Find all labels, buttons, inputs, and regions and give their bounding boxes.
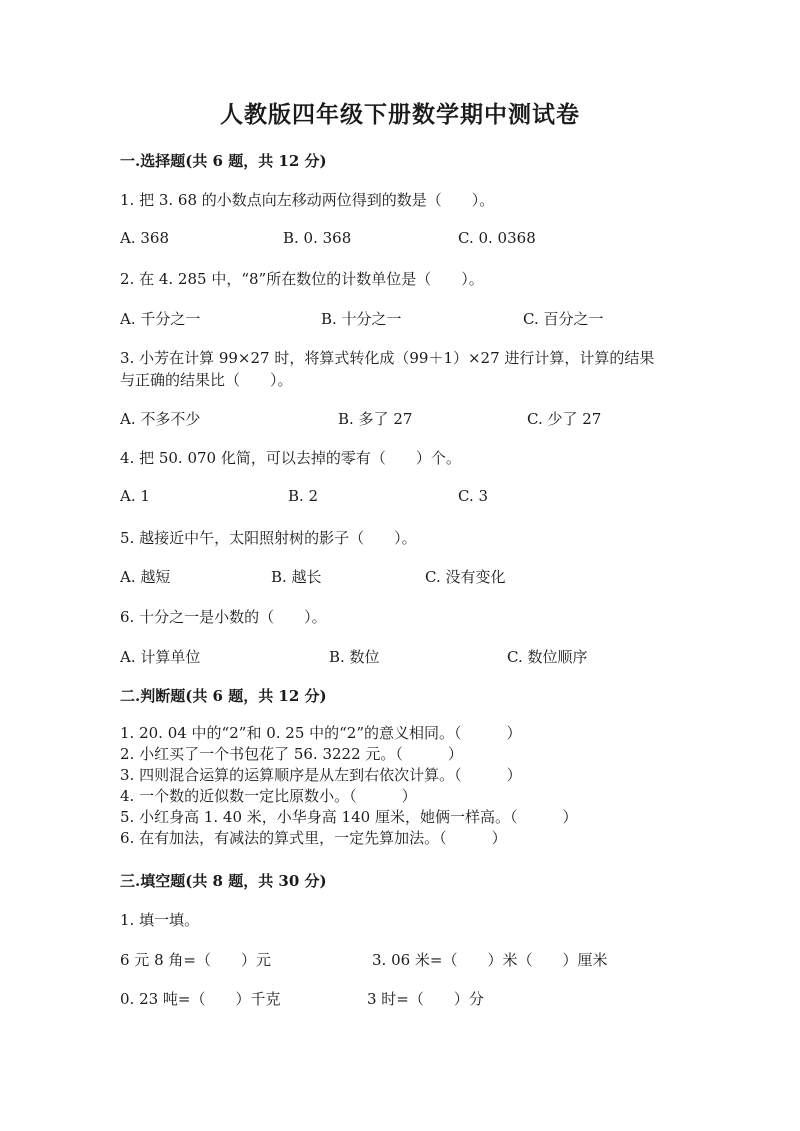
option-c: C. 0. 0368 xyxy=(458,229,536,247)
option-b: B. 2 xyxy=(288,487,319,505)
fill-blank-item: 3 时=（ ）分 xyxy=(367,990,484,1008)
question-text: 1. 把 3. 68 的小数点向左移动两位得到的数是（ ）。 xyxy=(120,191,495,209)
option-b: B. 0. 368 xyxy=(283,229,352,247)
option-b: B. 十分之一 xyxy=(321,310,402,328)
question-text: 4. 把 50. 070 化简，可以去掉的零有（ ）个。 xyxy=(120,449,461,467)
section-heading-judge: 二.判断题(共 6 题，共 12 分) xyxy=(120,687,327,705)
option-a: A. 368 xyxy=(120,229,169,247)
option-b: B. 越长 xyxy=(271,568,322,586)
option-a: A. 千分之一 xyxy=(120,310,201,328)
question-text: 3. 小芳在计算 99×27 时，将算式转化成（99＋1）×27 进行计算，计算的结果 xyxy=(120,349,655,367)
option-a: A. 越短 xyxy=(120,568,171,586)
section-heading-choice: 一.选择题(共 6 题，共 12 分) xyxy=(120,152,327,170)
judge-item: 4. 一个数的近似数一定比原数小。（ ） xyxy=(120,787,417,805)
judge-item: 3. 四则混合运算的运算顺序是从左到右依次计算。（ ） xyxy=(120,766,522,784)
judge-item: 2. 小红买了一个书包花了 56. 3222 元。（ ） xyxy=(120,745,463,763)
option-b: B. 数位 xyxy=(329,648,380,666)
option-c: C. 百分之一 xyxy=(523,310,604,328)
fill-blank-item: 3. 06 米=（ ）米（ ）厘米 xyxy=(372,951,608,969)
question-text-continued: 与正确的结果比（ ）。 xyxy=(120,371,293,389)
option-c: C. 少了 27 xyxy=(527,410,602,428)
option-a: A. 不多不少 xyxy=(120,410,201,428)
fill-blank-item: 0. 23 吨=（ ）千克 xyxy=(120,990,281,1008)
page-title: 人教版四年级下册数学期中测试卷 xyxy=(220,101,580,128)
option-c: C. 3 xyxy=(458,487,489,505)
judge-item: 5. 小红身高 1. 40 米，小华身高 140 厘米，她俩一样高。（ ） xyxy=(120,808,578,826)
question-text: 5. 越接近中午，太阳照射树的影子（ ）。 xyxy=(120,529,417,547)
question-text: 1. 填一填。 xyxy=(120,911,200,929)
option-c: C. 没有变化 xyxy=(425,568,506,586)
option-c: C. 数位顺序 xyxy=(507,648,588,666)
fill-blank-item: 6 元 8 角=（ ）元 xyxy=(120,951,271,969)
judge-item: 1. 20. 04 中的“2”和 0. 25 中的“2”的意义相同。（ ） xyxy=(120,724,522,742)
question-text: 6. 十分之一是小数的（ ）。 xyxy=(120,608,327,626)
option-a: A. 计算单位 xyxy=(120,648,201,666)
section-heading-fill: 三.填空题(共 8 题，共 30 分) xyxy=(120,872,327,890)
option-a: A. 1 xyxy=(120,487,150,505)
judge-item: 6. 在有加法，有减法的算式里，一定先算加法。（ ） xyxy=(120,829,507,847)
question-text: 2. 在 4. 285 中，“8”所在数位的计数单位是（ ）。 xyxy=(120,270,484,288)
option-b: B. 多了 27 xyxy=(338,410,413,428)
